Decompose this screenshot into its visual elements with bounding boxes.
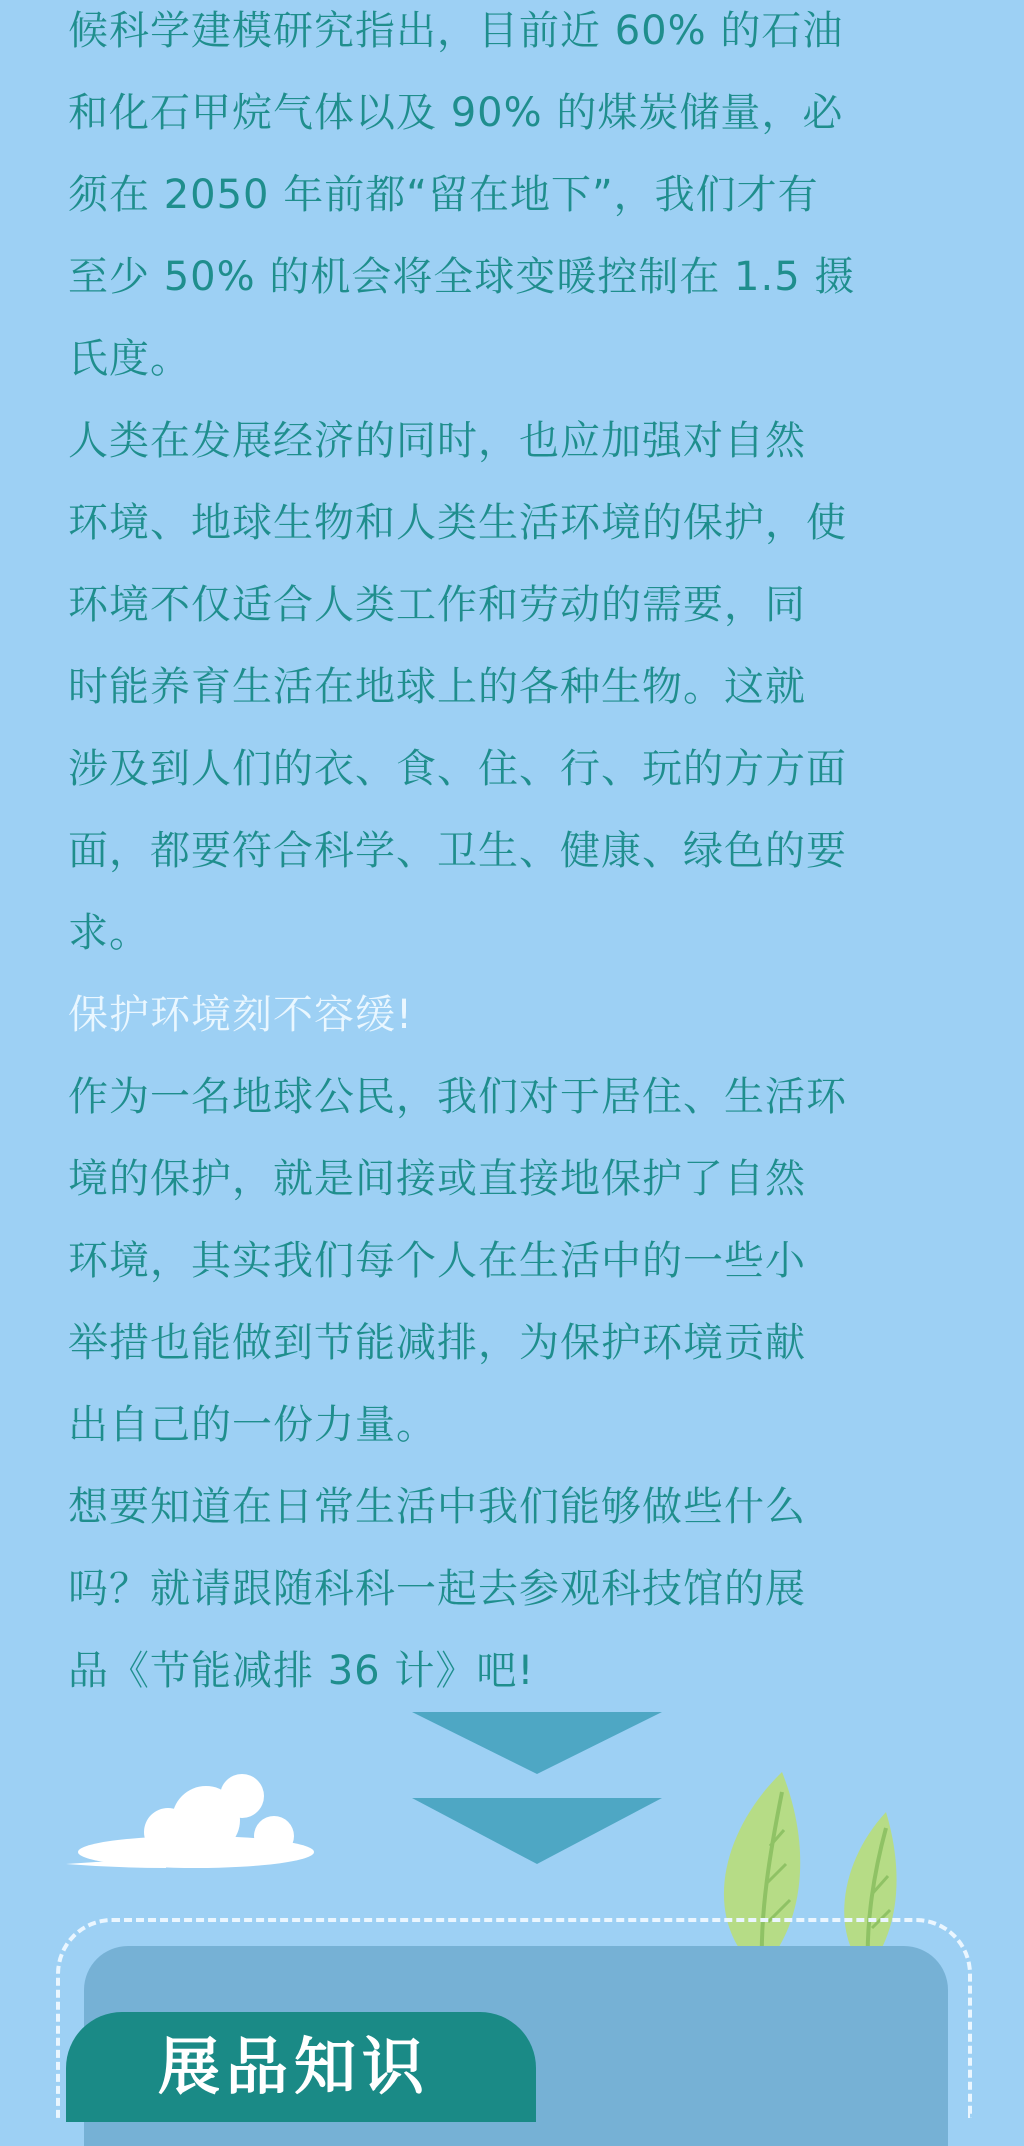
paragraph-climate-study: 候科学建模研究指出，目前近 60% 的石油 和化石甲烷气体以及 90% 的煤炭储量，必 须在 2050 年前都“留在地下”，我们才有 至少 50% 的机会将全球变暖控制在 1.5 摄 氏度。: [68, 8, 856, 382]
double-chevron-down-icon: [412, 1712, 662, 1892]
chevron-top-icon: [412, 1712, 662, 1774]
paragraph-highlight-slogan: 保护环境刻不容缓!: [68, 992, 414, 1038]
cloud-icon: [56, 1764, 336, 1874]
article-body: [68, 0, 988, 1712]
chevron-bottom-icon: [412, 1798, 662, 1864]
paragraph-environment-protection: 人类在发展经济的同时，也应加强对自然 环境、地球生物和人类生活环境的保护，使 环境不仅适合人类工作和劳动的需要，同 时能养育生活在地球上的各种生物。这就 涉及到人们的衣、食、住、行、玩的方方面 面，都要符合科学、卫生、健康、绿色的要 求。: [68, 418, 847, 956]
exhibit-knowledge-title: 展品知识: [158, 2030, 431, 2103]
paragraph-citizen-actions: 作为一名地球公民，我们对于居住、生活环 境的保护，就是间接或直接地保护了自然 环境，其实我们每个人在生活中的一些小 举措也能做到节能减排，为保护环境贡献 出自己的一份力量。: [68, 1074, 847, 1448]
paragraph-invitation: 想要知道在日常生活中我们能够做些什么 吗？就请跟随科科一起去参观科技馆的展 品《节能减排 36 计》吧!: [68, 1484, 806, 1694]
